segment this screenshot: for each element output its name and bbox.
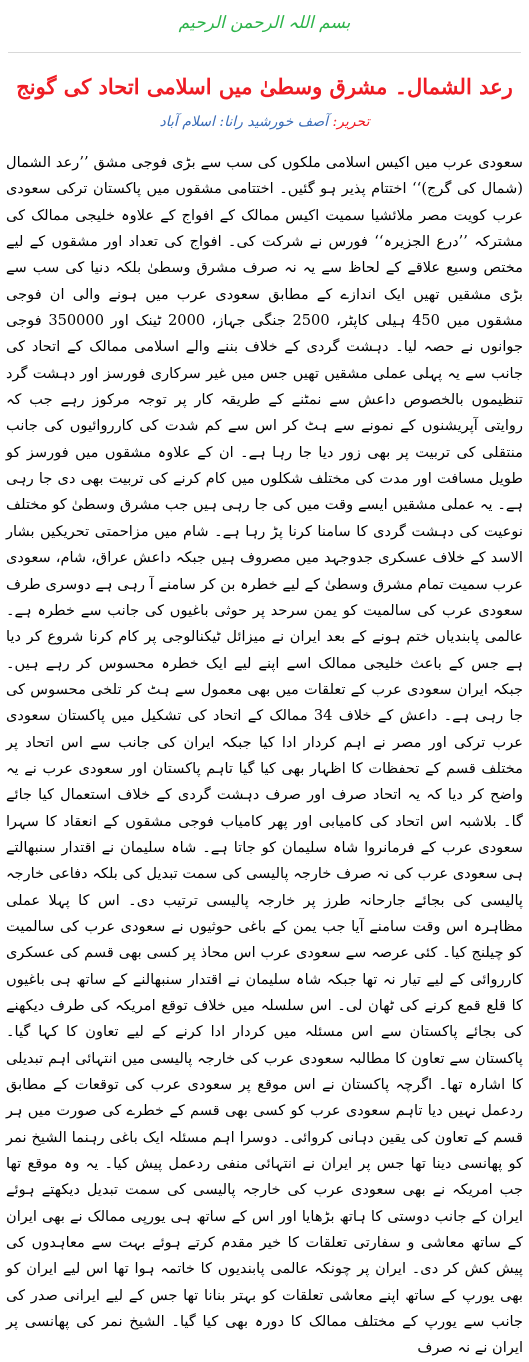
byline-author: آصف خورشید رانا: اسلام آباد: [159, 114, 329, 130]
article-body: سعودی عرب میں اکیس اسلامی ملکوں کی سب سے بڑی فوجی مشق ’’رعد الشمال (شمال کی گرج)‘‘ اختتام پذیر ہو گئیں۔ اختتامی مشقوں میں پاکستان ترکی سعودی عرب کویت مصر ملائشیا سمیت اکیس ممالک کے افواج کے علاوہ خلیجی ممالک کی مشترکہ ’’درع الجزیرہ‘‘ فورس نے شرکت کی۔ افواج کی تعداد اور مشقوں کے لیے مختص وسیع علاقے کے لحاظ سے یہ نہ صرف مشرق وسطیٰ بلکہ دنیا کی سب سے بڑی مشقیں تھیں ایک اندازے کے مطابق سعودی عرب میں ہونے والی ان فوجی مشقوں میں 450 ہیلی کاپٹر، 2500 جنگی جہاز، 2000 ٹینک اور 350000 فوجی جوانوں نے حصہ لیا۔ دہشت گردی کے خلاف بننے والے اسلامی ممالک کے اتحاد کی جانب سے یہ پہلی عملی مشقیں تھیں جس میں غیر سرکاری فورسز اور دہشت گرد تنظیموں بالخصوص داعش سے نمٹنے کے طریقہ کار پر توجہ مرکوز رہے جب کہ روایتی آپریشنوں کے نمونے سے ہٹ کر اس سے کم شدت کی کارروائیوں کی جانب منتقلی کی تربیت پر بھی زور دیا جا رہا ہے۔ ان کے علاوہ مشقوں میں فورسز کو طویل مسافت اور مدت کی مختلف شکلوں میں کام کرنے کی تربیت بھی دی جا رہی ہے۔ یہ عملی مشقیں ایسے وقت میں کی جا رہی ہیں جب مشرق وسطیٰ کو مختلف نوعیت کی دہشت گردی کا سامنا کرنا پڑ رہا ہے۔ شام میں مزاحمتی تحریکیں بشار الاسد کے خلاف عسکری جدوجہد میں مصروف ہیں جبکہ داعش عراق، شام، سعودی عرب سمیت تمام مشرق وسطیٰ کے لیے خطرہ بن کر سامنے آ رہی ہے دوسری طرف سعودی عرب کی سالمیت کو یمن سرحد پر حوثی باغیوں کی جانب سے خطرہ ہے۔ عالمی پابندیاں ختم ہونے کے بعد ایران نے میزائل ٹیکنالوجی پر کام کرنا شروع کر دیا ہے جس کے باعث خلیجی ممالک اسے اپنے لیے ایک خطرہ محسوس کر رہے ہیں۔ جبکہ ایران سعودی عرب کے تعلقات میں بھی معمول سے ہٹ کر تلخی محسوس کی جا رہی ہے۔ داعش کے خلاف 34 ممالک کے اتحاد کی تشکیل میں پاکستان سعودی عرب ترکی اور مصر نے اہم کردار ادا کیا جبکہ ایران کی جانب سے اس اتحاد پر مختلف قسم کے تحفظات کا اظہار بھی کیا گیا تاہم پاکستان اور سعودی عرب نے یہ واضح کر دیا کہ یہ اتحاد صرف اور صرف دہشت گردی کے خلاف استعمال کیا جائے گا۔ بلاشبہ اس اتحاد کی کامیابی اور پھر کامیاب فوجی مشقوں کے انعقاد کا سہرا سعودی عرب کے فرمانروا شاہ سلیمان کو جاتا ہے۔ شاہ سلیمان نے اقتدار سنبھالتے ہی سعودی عرب کی نہ صرف خارجہ پالیسی کی سمت تبدیل کی بلکہ دفاعی خارجہ پالیسی کی بجائے جارحانہ طرز پر خارجہ پالیسی ترتیب دی۔ اس کا پہلا عملی مظاہرہ اس وقت سامنے آیا جب یمن کے باغی حوثیوں نے سعودی عرب کی سالمیت کو چیلنج کیا۔ کئی عرصہ سے سعودی عرب اس محاذ پر کسی بھی قسم کی عسکری کارروائی کے لیے تیار نہ تھا جبکہ شاہ سلیمان نے اقتدار سنبھالنے کے ساتھ ہی باغیوں کا قلع قمع کرنے کی ٹھان لی۔ اس سلسلہ میں خلاف توقع امریکہ کی طرف دیکھنے کی بجائے پاکستان سے اس مسئلہ میں کردار ادا کرنے کے لیے تعاون کا کہا گیا۔ پاکستان سے تعاون کا مطالبہ سعودی عرب کی خارجہ پالیسی میں انتہائی اہم تبدیلی کا اشارہ تھا۔ اگرچہ پاکستان نے اس موقع پر سعودی عرب کی توقعات کے مطابق ردعمل نہیں دیا تاہم سعودی عرب کو کسی بھی قسم کے خطرے کی صورت میں ہر قسم کے تعاون کی یقین دہانی کروائی۔ دوسرا اہم مسئلہ ایک باغی رہنما الشیخ نمر کو پھانسی دینا تھا جس پر ایران نے انتہائی منفی ردعمل پیش کیا۔ یہ وہ موقع تھا جب امریکہ نے بھی سعودی عرب کی خارجہ پالیسی کی سمت تبدیل دیکھتے ہوئے ایران کے جانب دوستی کا ہاتھ بڑھایا اور اس کے ساتھ ہی یورپی ممالک نے بھی ایران کے ساتھ معاشی و سفارتی تعلقات کا خیر مقدم کرتے ہوئے بہت سے معاہدوں کی پیش کش کر دی۔ ایران پر چونکہ عالمی پابندیوں کا خاتمہ ہوا تھا اس لیے ایران کو بھی یورپ کے ساتھ اپنے معاشی تعلقات کو بہتر بنانا تھا جس کے لیے ایرانی صدر کی جانب سے یورپ کے مختلف ممالک کا دورہ بھی کیا گیا۔ الشیخ نمر کی پھانسی پر ایران نے نہ صرف: [6, 154, 523, 1357]
bismillah-heading: بسم اللہ الرحمن الرحیم: [178, 13, 351, 33]
byline: [0, 114, 529, 130]
byline-label: تحریر:: [332, 114, 370, 130]
header-divider: [8, 52, 521, 53]
article-title: رعد الشمال۔ مشرق وسطیٰ میں اسلامی اتحاد کی گونج: [16, 74, 513, 99]
